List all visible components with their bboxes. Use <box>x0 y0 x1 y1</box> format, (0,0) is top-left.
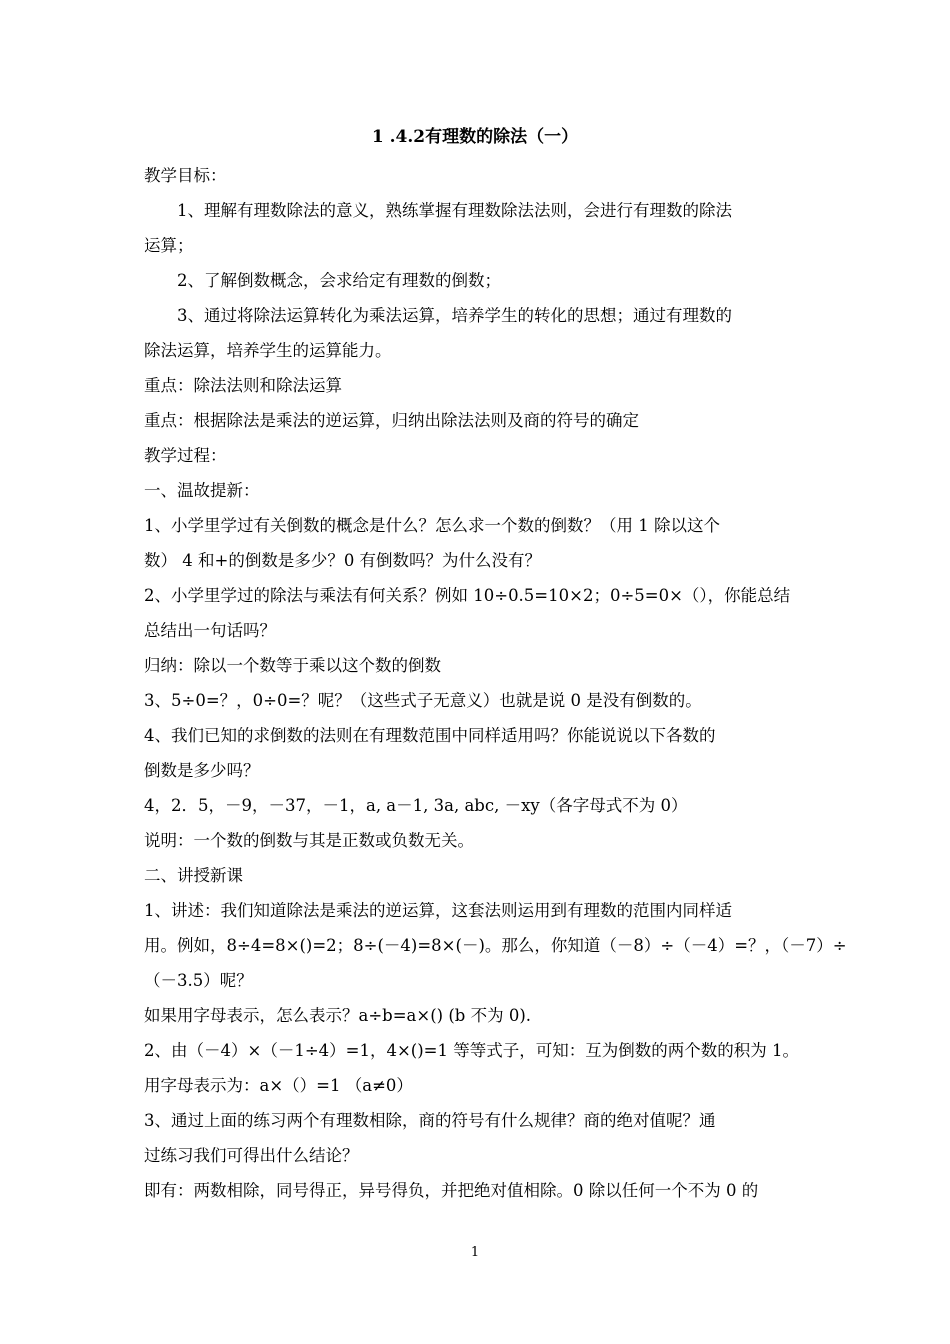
text-line: 二、讲授新课 <box>144 866 243 885</box>
text-line: 2、了解倒数概念，会求给定有理数的倒数； <box>177 271 501 290</box>
document-title: 1 .4.2有理数的除法（一） <box>371 127 579 147</box>
text-line: 除法运算，培养学生的运算能力。 <box>144 341 392 360</box>
text-line: 用字母表示为：a×（）=1 （a≠0） <box>144 1076 413 1095</box>
text-line: 如果用字母表示，怎么表示？a÷b=a×() (b 不为 0). <box>144 1006 532 1025</box>
document-body <box>144 158 847 1208</box>
text-line: 倒数是多少吗？ <box>144 761 260 780</box>
text-line: 2、由（－4）×（－1÷4）=1，4×()=1 等等式子，可知：互为倒数的两个数的积为 1。 <box>144 1041 799 1060</box>
text-line: 4、我们已知的求倒数的法则在有理数范围中同样适用吗？你能说说以下各数的 <box>144 726 716 745</box>
text-line: 重点：根据除法是乘法的逆运算，归纳出除法法则及商的符号的确定 <box>144 411 639 430</box>
text-line: 3、通过上面的练习两个有理数相除，商的符号有什么规律？商的绝对值呢？通 <box>144 1111 716 1130</box>
text-line: 数） 4 和+的倒数是多少？0 有倒数吗？为什么没有？ <box>144 551 542 570</box>
text-line: 过练习我们可得出什么结论？ <box>144 1146 359 1165</box>
text-line: 运算； <box>144 236 194 255</box>
text-line: 1、理解有理数除法的意义，熟练掌握有理数除法法则，会进行有理数的除法 <box>177 201 732 220</box>
text-line: 教学过程： <box>144 446 227 465</box>
text-line: 1、讲述：我们知道除法是乘法的逆运算，这套法则运用到有理数的范围内同样适 <box>144 901 732 920</box>
text-line: 1、小学里学过有关倒数的概念是什么？怎么求一个数的倒数？（用 1 除以这个 <box>144 516 720 535</box>
text-line: 教学目标： <box>144 166 227 185</box>
text-line: 一、温故提新： <box>144 481 260 500</box>
text-line: 总结出一句话吗？ <box>144 621 276 640</box>
page-number: 1 <box>470 1245 480 1260</box>
text-line: 归纳：除以一个数等于乘以这个数的倒数 <box>144 656 441 675</box>
text-line: 2、小学里学过的除法与乘法有何关系？例如 10÷0.5=10×2；0÷5=0×（），你能总结 <box>144 586 791 605</box>
text-line: 重点：除法法则和除法运算 <box>144 376 342 395</box>
text-line: 用。例如，8÷4=8×()=2；8÷(－4)=8×(－)。那么，你知道（－8）÷（－4）=？，（－7）÷ <box>144 936 847 955</box>
text-line: 即有：两数相除，同号得正，异号得负，并把绝对值相除。0 除以任何一个不为 0 的 <box>144 1181 759 1200</box>
text-line: 说明：一个数的倒数与其是正数或负数无关。 <box>144 831 474 850</box>
text-line: 3、通过将除法运算转化为乘法运算，培养学生的转化的思想；通过有理数的 <box>177 306 732 325</box>
text-line: 4，2．5，－9，－37，－1，a, a－1, 3a, abc, －xy（各字母式不为 0） <box>144 796 688 815</box>
text-line: （－3.5）呢？ <box>144 971 253 990</box>
text-line: 3、5÷0=？，0÷0=？呢？（这些式子无意义）也就是说 0 是没有倒数的。 <box>144 691 702 710</box>
